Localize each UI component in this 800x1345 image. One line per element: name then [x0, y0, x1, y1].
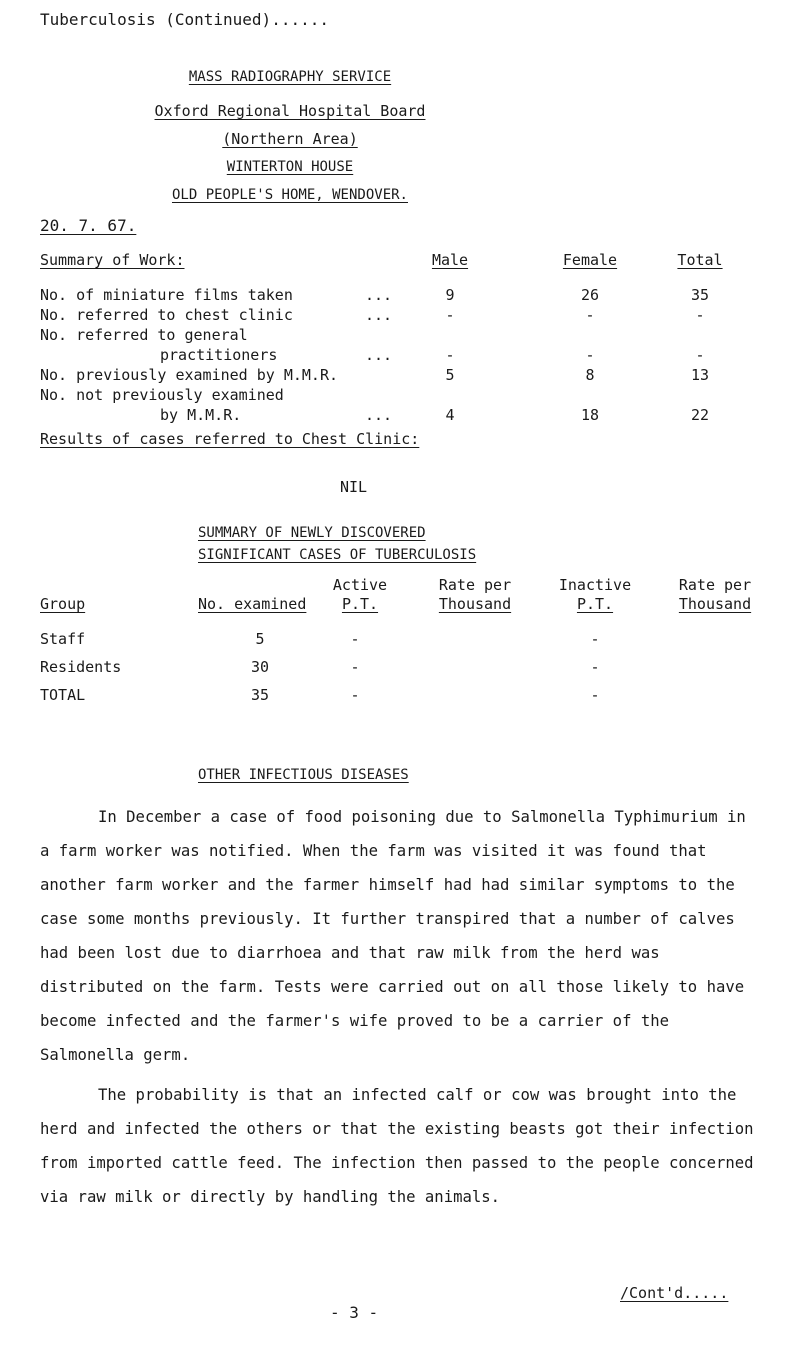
tb-row-active: -: [350, 630, 360, 648]
summary-row-dots: ...: [365, 306, 393, 324]
board-name: Oxford Regional Hospital Board: [154, 102, 426, 120]
summary-row-total: -: [695, 346, 705, 364]
tb-row-group: TOTAL: [40, 686, 86, 704]
tb-row-group: Staff: [40, 630, 86, 648]
summary-row-male: -: [445, 306, 455, 324]
header-rate1-2: Thousand: [438, 595, 512, 613]
section-title: MASS RADIOGRAPHY SERVICE: [188, 69, 392, 85]
summary-row-female: -: [585, 346, 595, 364]
summary-label: Summary of Work:: [40, 251, 185, 269]
tb-row-inactive: -: [590, 630, 600, 648]
header-no-examined: No. examined: [198, 595, 307, 613]
summary-row-total: 22: [690, 406, 710, 424]
tb-row-group: Residents: [40, 658, 122, 676]
other-title: OTHER INFECTIOUS DISEASES: [198, 767, 409, 783]
tb-row-no: 30: [250, 658, 270, 676]
header-inactive-2: P.T.: [576, 595, 614, 613]
summary-row-label: No. referred to chest clinic: [40, 306, 293, 324]
tb-row-no: 5: [255, 630, 265, 648]
results-label: Results of cases referred to Chest Clinic:: [40, 430, 420, 448]
col-total: Total: [677, 251, 723, 269]
header-inactive-1: Inactive: [558, 576, 632, 594]
paragraph-2: The probability is that an infected calf or cow was brought into the herd and infected the others or that the existing beasts got their infection from imported cattle feed. The infection then passed to the people concerned via raw milk or directly by handling the animals.: [40, 1086, 754, 1206]
col-female: Female: [562, 251, 618, 269]
header-rate2-1: Rate per: [678, 576, 752, 594]
col-male: Male: [431, 251, 469, 269]
summary-row-label: No. of miniature films taken: [40, 286, 293, 304]
summary-row-dots: ...: [365, 406, 393, 424]
summary-row-dots: ...: [365, 286, 393, 304]
summary-row-label: No. referred to general: [40, 326, 248, 344]
tb-row-no: 35: [250, 686, 270, 704]
summary-row-dots: ...: [365, 346, 393, 364]
summary-row-male: 4: [445, 406, 455, 424]
tb-title-line1: SUMMARY OF NEWLY DISCOVERED: [198, 525, 426, 541]
header-rate2-2: Thousand: [678, 595, 752, 613]
summary-row-male: 9: [445, 286, 455, 304]
summary-row-female: 26: [580, 286, 600, 304]
header-active-1: Active: [332, 576, 388, 594]
house-name: WINTERTON HOUSE: [226, 159, 354, 175]
summary-row-label: No. previously examined by M.M.R.: [40, 366, 339, 384]
page-number: - 3 -: [330, 1303, 379, 1322]
summary-row-label: No. not previously examined: [40, 386, 284, 404]
tb-row-active: -: [350, 658, 360, 676]
results-value: NIL: [340, 478, 368, 496]
area-name: (Northern Area): [222, 130, 358, 148]
header-active-2: P.T.: [341, 595, 379, 613]
header-group: Group: [40, 595, 86, 613]
report-date: 20. 7. 67.: [40, 216, 137, 235]
summary-row-label-cont: practitioners: [160, 346, 278, 364]
summary-row-female: 18: [580, 406, 600, 424]
summary-row-total: 13: [690, 366, 710, 384]
summary-row-total: -: [695, 306, 705, 324]
summary-row-total: 35: [690, 286, 710, 304]
summary-row-female: -: [585, 306, 595, 324]
location: OLD PEOPLE'S HOME, WENDOVER.: [171, 187, 408, 203]
summary-row-label-cont: by M.M.R.: [160, 406, 242, 424]
continued-marker: /Cont'd.....: [620, 1284, 729, 1302]
tb-row-inactive: -: [590, 686, 600, 704]
tb-title-line2: SIGNIFICANT CASES OF TUBERCULOSIS: [198, 547, 477, 563]
summary-row-female: 8: [585, 366, 595, 384]
summary-row-male: -: [445, 346, 455, 364]
summary-row-male: 5: [445, 366, 455, 384]
running-title: Tuberculosis (Continued)......: [40, 10, 329, 29]
tb-row-active: -: [350, 686, 360, 704]
tb-row-inactive: -: [590, 658, 600, 676]
paragraph-1: In December a case of food poisoning due to Salmonella Typhimurium in a farm worker was notified. When the farm was visited it was found that another farm worker and the farmer himself had had similar symptoms to the case some months previously. It further transpired that a number of calves had been lost due to diarrhoea and that raw milk from the herd was distributed on the farm. Tests were carried out on all those likely to have become infected and the farmer's wife proved to be a carrier of the Salmonella germ.: [40, 808, 746, 1064]
header-rate1-1: Rate per: [438, 576, 512, 594]
